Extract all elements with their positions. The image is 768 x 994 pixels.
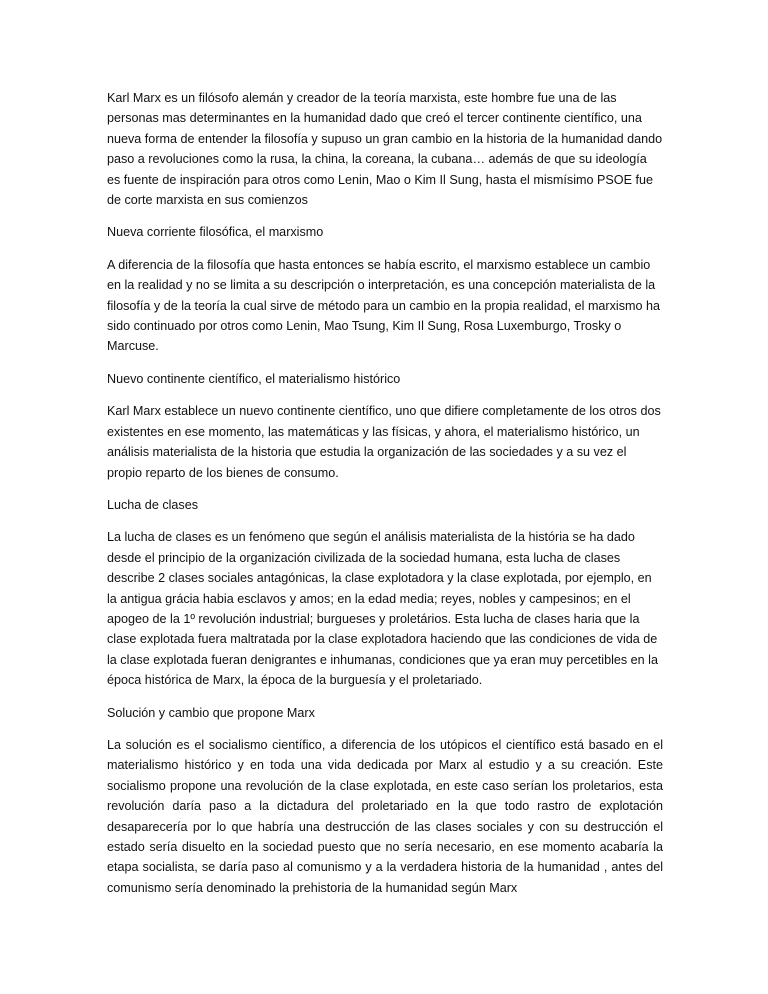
section-heading-marxismo: Nueva corriente filosófica, el marxismo: [107, 225, 324, 240]
section-body-materialismo: Karl Marx establece un nuevo continente científico, uno que difiere completamente de los otros dos existentes en ese momento, las matemáticas y las físicas, y ahora, el materialismo histórico, un análisis materialista de la historia que estudia la organización de las sociedades y a su vez el propio reparto de los bienes de consumo.: [107, 404, 661, 480]
section-body-solucion: La solución es el socialismo científico, a diferencia de los utópicos el científico está basado en el materialismo histórico y en toda una vida dedicada por Marx al estudio y a su creación. Este socialismo propone una revolución de la clase explotada, en este caso serían los proletarios, esta revolución daría paso a la dictadura del proletariado en la que todo rastro de explotación desaparecería por lo que habría una destrucción de las clases sociales y con su destrucción el estado sería disuelto en la sociedad puesto que no sería necesario, en ese momento acabaría la etapa socialista, se daría paso al comunismo y a la verdadera historia de la humanidad , antes del comunismo sería denominado la prehistoria de la humanidad según Marx: [107, 737, 663, 895]
section-body-marxismo: A diferencia de la filosofía que hasta entonces se había escrito, el marxismo establece un cambio en la realidad y no se limita a su descripción o interpretación, es una concepción materialista de la filosofía y de la teoría la cual sirve de método para un cambio en la propia realidad, el marxismo ha sido continuado por otros como Lenin, Mao Tsung, Kim Il Sung, Rosa Luxemburgo, Trosky o Marcuse.: [107, 257, 661, 354]
section-heading-lucha-de-clases: Lucha de clases: [107, 497, 199, 512]
section-heading-solucion: Solución y cambio que propone Marx: [107, 705, 315, 720]
intro-paragraph: Karl Marx es un filósofo alemán y creador de la teoría marxista, este hombre fue una de las personas mas determinantes en la humanidad dado que creó el tercer continente científico, una nueva forma de entender la filosofía y supuso un gran cambio en la historia de la humanidad dando paso a revoluciones como la rusa, la china, la coreana, la cubana… además de que su ideología es fuente de inspiración para otros como Lenin, Mao o Kim Il Sung, hasta el mismísimo PSOE fue de corte marxista en sus comienzos: [107, 91, 663, 208]
section-body-lucha-de-clases: La lucha de clases es un fenómeno que según el análisis materialista de la história se ha dado desde el principio de la organización civilizada de la sociedad humana, esta lucha de clases describe 2 clases sociales antagónicas, la clase explotadora y la clase explotada, por ejemplo, en la antigua grácia habia esclavos y amos; en la edad media; reyes, nobles y campesinos; en el apogeo de la 1º revolución industrial; burgueses y proletários. Esta lucha de clases haria que la clase explotada fuera maltratada por la clase explotadora haciendo que las condiciones de vida de la clase explotada fueran denigrantes e inhumanas, condiciones que ya eran muy percetibles en la época histórica de Marx, la época de la burguesía y el proletariado.: [107, 530, 658, 688]
document-page: [107, 88, 663, 910]
section-heading-materialismo: Nuevo continente científico, el materialismo histórico: [107, 371, 401, 386]
